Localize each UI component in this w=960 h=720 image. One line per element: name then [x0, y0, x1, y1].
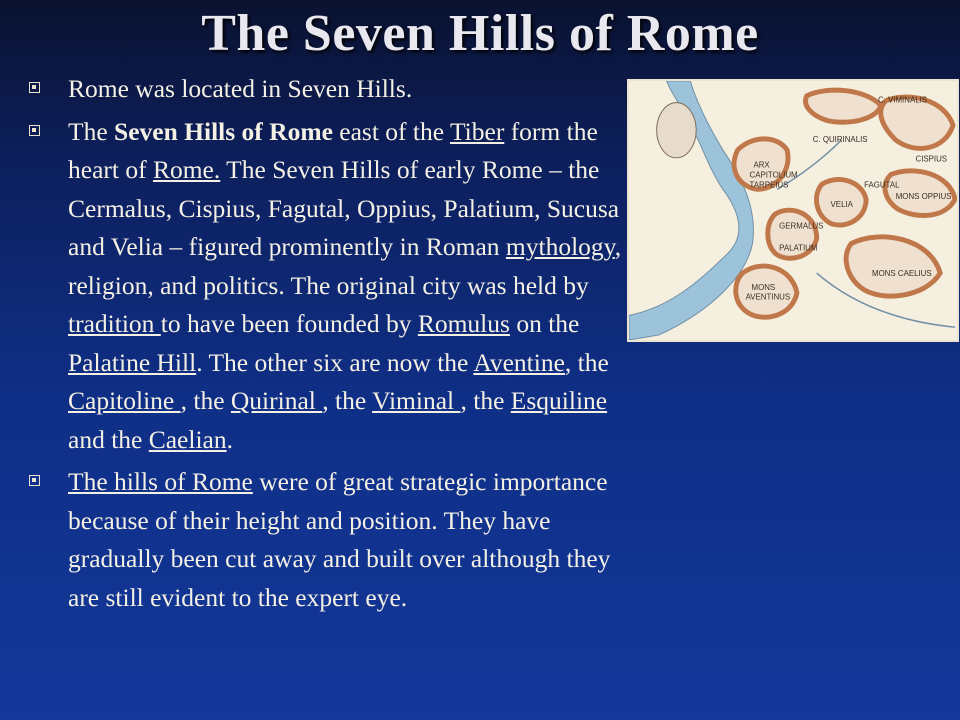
map-label: MONS	[751, 282, 776, 292]
map-label: PALATIUM	[779, 243, 818, 253]
bullet-3-text: were of great strategic importance because of their height and position. They have gradually been cut away and built over although they are still evident to the expert eye.	[68, 467, 611, 612]
link-romulus[interactable]: Romulus	[417, 309, 510, 338]
link-caelian[interactable]: Caelian	[148, 424, 227, 454]
map-label: CAPITOLIUM	[749, 170, 798, 180]
text-segment: . The other six are now the	[196, 347, 474, 377]
link-tiber[interactable]: Tiber	[449, 116, 505, 146]
map-label: FAGUTAL	[864, 180, 900, 190]
link-viminal[interactable]: Viminal	[372, 386, 461, 415]
map-label: CISPIUS	[915, 154, 948, 164]
bullet-item-3	[26, 463, 636, 617]
link-quirinal[interactable]: Quirinal	[230, 386, 323, 415]
square-bullet-icon	[29, 475, 40, 486]
text-segment: , the	[322, 386, 373, 415]
slide-title: The Seven Hills of Rome	[201, 5, 759, 62]
link-capitoline[interactable]: Capitoline	[68, 386, 181, 415]
map-label: MONS OPPIUS	[895, 192, 952, 202]
text-segment: , the	[180, 386, 231, 415]
link-aventine[interactable]: Aventine	[473, 347, 565, 377]
map-label: ARX	[753, 160, 770, 170]
text-segment: , the	[564, 347, 609, 377]
bullet-1-text: Rome was located in Seven Hills.	[68, 74, 413, 103]
map-illustration	[629, 81, 957, 340]
link-mythology[interactable]: mythology	[505, 232, 615, 261]
text-segment: The Seven Hills of early Rome – the Cermalus, Cispius, Fagutal, Oppius, Palatium, Sucusa and Velia – figured prominently in Roman	[68, 155, 620, 261]
link-tradition[interactable]: tradition	[68, 309, 161, 338]
text-segment: east of the	[332, 116, 450, 146]
bullet-list	[26, 70, 636, 621]
map-label: AVENTINUS	[745, 292, 791, 302]
text-segment: , the	[460, 386, 511, 415]
bold-term: Seven Hills of Rome	[114, 116, 333, 146]
map-label: TARPEIUS	[749, 180, 789, 190]
bullet-item-2	[26, 113, 636, 460]
link-rome[interactable]: Rome.	[152, 155, 221, 184]
link-palatine-hill[interactable]: Palatine Hill	[68, 347, 197, 377]
text-segment: The	[68, 116, 115, 146]
text-segment: .	[226, 424, 233, 454]
seven-hills-map-image	[627, 79, 959, 342]
text-segment: to have been founded by	[160, 309, 418, 338]
square-bullet-icon	[29, 125, 40, 136]
text-segment: form the heart of	[68, 116, 598, 184]
link-esquiline[interactable]: Esquiline	[510, 386, 608, 415]
text-segment: on the	[509, 309, 580, 338]
square-bullet-icon	[29, 82, 40, 93]
text-segment: , religion, and politics. The original city was held by	[68, 232, 622, 300]
map-label: MONS CAELIUS	[872, 268, 932, 278]
link-hills-of-rome[interactable]: The hills of Rome	[68, 467, 253, 496]
map-label: C. QUIRINALIS	[812, 135, 868, 145]
map-label: C. VIMINALIS	[877, 95, 928, 105]
map-label: VELIA	[830, 200, 853, 210]
map-label: GERMALUS	[779, 221, 824, 231]
text-segment: and the	[68, 424, 149, 454]
bullet-item-1	[26, 70, 636, 109]
